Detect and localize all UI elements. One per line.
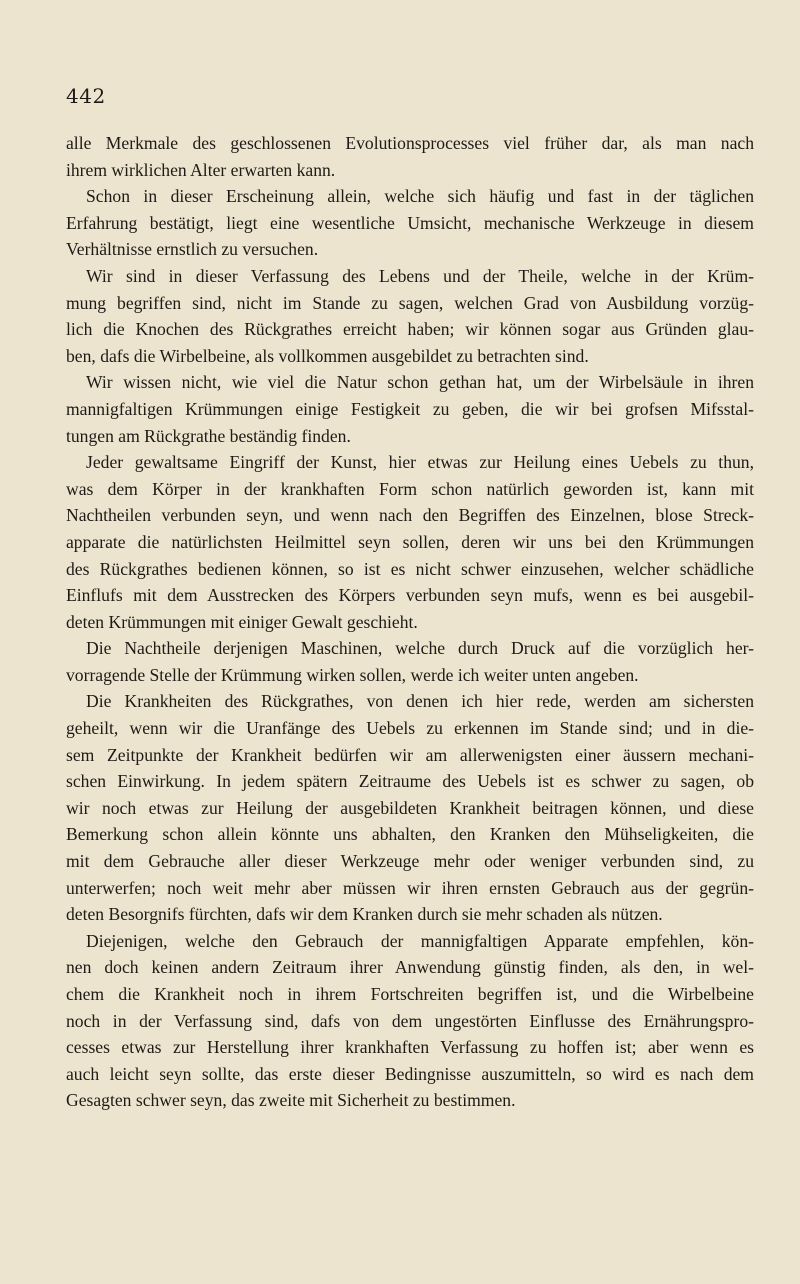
- text-line: Bemerkung schon allein könnte uns abhalten, den Kranken den Mühseligkeiten, die: [66, 824, 754, 845]
- text-line: Die Krankheiten des Rückgrathes, von denen ich hier rede, werden am sichersten: [86, 691, 754, 712]
- text-line: Wir sind in dieser Verfassung des Lebens und der Theile, welche in der Krüm-: [86, 265, 754, 286]
- text-line: alle Merkmale des geschlossenen Evolutionsprocesses viel früher dar, als man nach: [66, 133, 754, 153]
- text-line: noch in der Verfassung sind, dafs von dem ungestörten Einflusse des Ernährungspro-: [66, 1010, 754, 1031]
- text-line: Verhältnisse ernstlich zu versuchen.: [66, 239, 319, 260]
- text-line: Nachtheilen verbunden seyn, und wenn nach den Begriffen des Einzelnen, blose Streck-: [66, 505, 754, 526]
- text-line: unterwerfen; noch weit mehr aber müssen wir ihren ernsten Gebrauch aus der gegrün-: [66, 877, 754, 898]
- text-line: was dem Körper in der krankhaften Form schon natürlich geworden ist, kann mit: [66, 478, 754, 499]
- text-line: schen Einwirkung. In jedem spätern Zeitraume des Uebels ist es schwer zu sagen, ob: [66, 771, 754, 792]
- text-line: geheilt, wenn wir die Uranfänge des Uebels zu erkennen im Stande sind; und in die-: [66, 718, 754, 739]
- text-line: deten Besorgnifs fürchten, dafs wir dem Kranken durch sie mehr schaden als nützen.: [66, 904, 663, 925]
- text-line: Wir wissen nicht, wie viel die Natur schon gethan hat, um der Wirbelsäule in ihren: [86, 372, 754, 393]
- text-line: auch leicht seyn sollte, das erste dieser Bedingnisse auszumitteln, so wird es nach dem: [66, 1063, 754, 1084]
- text-line: Erfahrung bestätigt, liegt eine wesentliche Umsicht, mechanische Werkzeuge in diesem: [66, 212, 754, 233]
- text-line: ihrem wirklichen Alter erwarten kann.: [66, 159, 336, 180]
- page-number: 442: [66, 84, 106, 108]
- text-line: Jeder gewaltsame Eingriff der Kunst, hier etwas zur Heilung eines Uebels zu thun,: [86, 452, 754, 473]
- text-line: des Rückgrathes bedienen können, so ist es nicht schwer einzusehen, welcher schädliche: [66, 558, 754, 579]
- text-line: vorragende Stelle der Krümmung wirken sollen, werde ich weiter unten angeben.: [66, 664, 639, 685]
- text-line: nen doch keinen andern Zeitraum ihrer Anwendung günstig finden, als den, in wel-: [66, 957, 754, 978]
- text-line: deten Krümmungen mit einiger Gewalt geschieht.: [66, 611, 418, 632]
- text-line: Gesagten schwer seyn, das zweite mit Sicherheit zu bestimmen.: [66, 1090, 516, 1111]
- text-line: sem Zeitpunkte der Krankheit bedürfen wir am allerwenigsten einer äussern mechani-: [66, 744, 754, 765]
- text-line: Schon in dieser Erscheinung allein, welche sich häufig und fast in der täglichen: [86, 186, 754, 207]
- text-line: cesses etwas zur Herstellung ihrer krankhaften Verfassung zu hoffen ist; aber wenn es: [66, 1037, 754, 1058]
- text-line: mit dem Gebrauche aller dieser Werkzeuge mehr oder weniger verbunden sind, zu: [66, 851, 754, 872]
- text-line: mung begriffen sind, nicht im Stande zu sagen, welchen Grad von Ausbildung vorzüg-: [66, 292, 754, 313]
- text-line: Die Nachtheile derjenigen Maschinen, welche durch Druck auf die vorzüglich her-: [86, 638, 754, 659]
- text-line: mannigfaltigen Krümmungen einige Festigkeit zu geben, die wir bei grofsen Mifsstal-: [66, 398, 754, 419]
- text-line: ben, dafs die Wirbelbeine, als vollkommen ausgebildet zu betrachten sind.: [66, 345, 589, 366]
- text-line: Diejenigen, welche den Gebrauch der mannigfaltigen Apparate empfehlen, kön-: [86, 930, 754, 951]
- text-line: Einflufs mit dem Ausstrecken des Körpers verbunden seyn mufs, wenn es bei ausgebil-: [66, 585, 754, 606]
- text-line: tungen am Rückgrathe beständig finden.: [66, 425, 351, 446]
- text-line: lich die Knochen des Rückgrathes erreicht haben; wir können sogar aus Gründen glau-: [66, 319, 754, 340]
- text-line: wir noch etwas zur Heilung der ausgebildeten Krankheit beitragen können, und diese: [66, 797, 754, 818]
- body-text: [66, 130, 754, 1114]
- text-line: apparate die natürlichsten Heilmittel seyn sollen, deren wir uns bei den Krümmungen: [66, 531, 754, 552]
- text-line: chem die Krankheit noch in ihrem Fortschreiten begriffen ist, und die Wirbelbeine: [66, 984, 754, 1004]
